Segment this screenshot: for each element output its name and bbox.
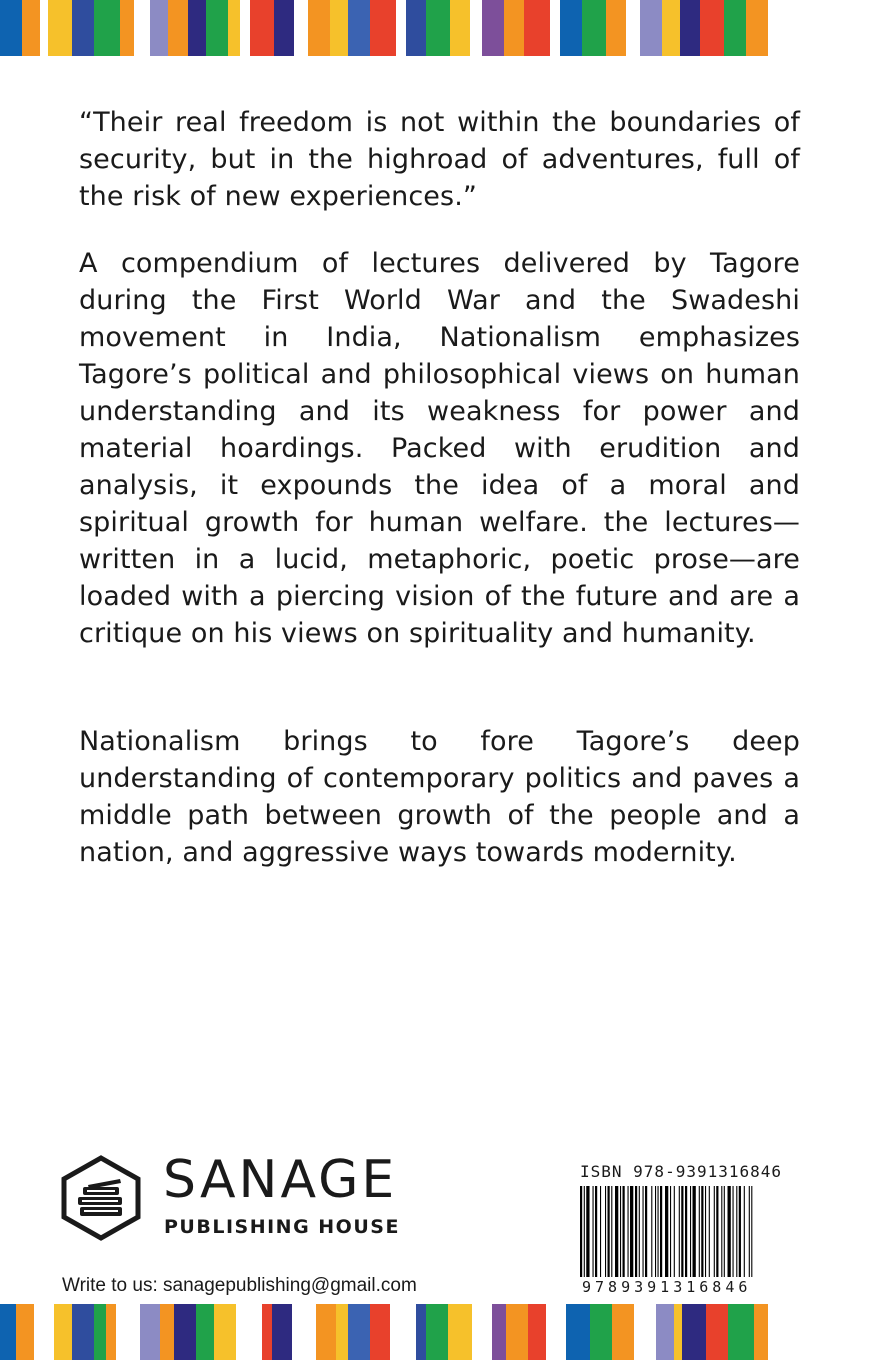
stripe-segment	[140, 1304, 160, 1360]
stripe-segment	[316, 1304, 336, 1360]
barcode-bar	[751, 1186, 752, 1283]
barcode-bar	[623, 1186, 625, 1283]
stripe-segment	[550, 0, 560, 56]
barcode-bar	[724, 1186, 725, 1283]
stripe-segment	[504, 0, 524, 56]
stripe-segment	[94, 1304, 106, 1360]
barcode-bar	[739, 1186, 741, 1283]
stripe-segment	[188, 0, 206, 56]
barcode-bar	[639, 1186, 640, 1283]
barcode-bar	[611, 1186, 612, 1283]
barcode-bar	[595, 1186, 597, 1283]
stripe-segment	[470, 0, 482, 56]
stripe-segment	[348, 1304, 370, 1360]
stripe-segment	[582, 0, 606, 56]
quote-block	[79, 104, 800, 215]
isbn-barcode	[578, 1186, 810, 1283]
stripe-segment	[426, 0, 450, 56]
stripe-segment	[656, 1304, 674, 1360]
stripe-segment	[566, 1304, 590, 1360]
stripe-segment	[174, 1304, 196, 1360]
barcode-bar	[608, 1186, 610, 1283]
stripe-segment	[236, 1304, 262, 1360]
stripe-segment	[448, 1304, 472, 1360]
stripe-segment	[370, 0, 396, 56]
barcode-bar	[733, 1186, 734, 1283]
stripe-segment	[196, 1304, 214, 1360]
description-paragraph-1: A compendium of lectures delivered by Tagore during the First World War and the Swadeshi movement in India, Nationalism emphasizes Tagore’s political and philosophical views on human understanding and its weakness for power and material hoardings. Packed with erudition and analysis, it expounds the idea of a moral and spiritual growth for human welfare. the lectures—written in a lucid, metaphoric, poetic prose—are loaded with a piercing vision of the future and are a critique on his views on spirituality and humanity.	[79, 248, 800, 649]
books-hexagon-icon	[58, 1155, 144, 1241]
barcode-bar	[744, 1186, 745, 1283]
stripe-segment	[72, 1304, 94, 1360]
isbn-label: ISBN 978-9391316846	[580, 1162, 783, 1181]
stripe-segment	[274, 0, 294, 56]
stripe-segment	[294, 0, 308, 56]
barcode-bar	[605, 1186, 606, 1283]
barcode-bar	[586, 1186, 589, 1283]
contact-email: Write to us: sanagepublishing@gmail.com	[62, 1275, 417, 1296]
description-block-2	[79, 723, 800, 871]
barcode-bar	[658, 1186, 659, 1283]
stripe-segment	[506, 1304, 528, 1360]
stripe-segment	[426, 1304, 448, 1360]
stripe-segment	[662, 0, 680, 56]
stripe-segment	[214, 1304, 236, 1360]
stripe-segment	[116, 1304, 140, 1360]
barcode-bar	[716, 1186, 718, 1283]
barcode-bar	[721, 1186, 722, 1283]
stripe-segment	[682, 1304, 706, 1360]
stripe-segment	[348, 0, 370, 56]
barcode-bar	[580, 1186, 582, 1283]
stripe-segment	[590, 1304, 612, 1360]
barcode-bar	[600, 1186, 601, 1283]
stripe-segment	[160, 1304, 174, 1360]
barcode-bar	[615, 1186, 618, 1283]
stripe-segment	[724, 0, 746, 56]
stripe-segment	[134, 0, 150, 56]
publisher-name: SANAGE	[163, 1150, 398, 1210]
pull-quote: “Their real freedom is not within the boundaries of security, but in the highroad of adventures, full of the risk of new experiences.”	[79, 107, 800, 212]
stripe-segment	[72, 0, 94, 56]
stripe-segment	[634, 1304, 656, 1360]
stripe-segment	[94, 0, 120, 56]
stripe-segment	[626, 0, 640, 56]
stripe-segment	[396, 0, 406, 56]
stripe-segment	[640, 0, 662, 56]
stripe-segment	[54, 1304, 72, 1360]
barcode-bar	[685, 1186, 687, 1283]
stripe-segment	[450, 0, 470, 56]
stripe-segment	[106, 1304, 116, 1360]
stripe-segment	[390, 1304, 416, 1360]
barcode-bar	[645, 1186, 647, 1283]
stripe-segment	[250, 0, 274, 56]
stripe-segment	[22, 0, 40, 56]
barcode-bar	[584, 1186, 585, 1283]
barcode-bar	[681, 1186, 683, 1283]
stripe-segment	[308, 0, 330, 56]
stripe-segment	[746, 0, 768, 56]
stripe-segment	[674, 1304, 682, 1360]
stripe-segment	[728, 1304, 754, 1360]
barcode-bar	[628, 1186, 629, 1283]
stripe-segment	[528, 1304, 546, 1360]
barcode-bar	[660, 1186, 662, 1283]
barcode-bar	[665, 1186, 668, 1283]
barcode-bar	[643, 1186, 644, 1283]
stripe-segment	[482, 0, 504, 56]
stripe-segment	[120, 0, 134, 56]
barcode-bar	[593, 1186, 594, 1283]
stripe-segment	[168, 0, 188, 56]
barcode-bar	[728, 1186, 731, 1283]
stripe-segment	[272, 1304, 292, 1360]
barcode-bar	[714, 1186, 715, 1283]
barcode-bar	[690, 1186, 691, 1283]
barcode-bar	[749, 1186, 750, 1283]
barcode-bar	[651, 1186, 652, 1283]
stripe-segment	[524, 0, 550, 56]
stripe-segment	[492, 1304, 506, 1360]
barcode-bar	[693, 1186, 696, 1283]
barcode-bar	[655, 1186, 656, 1283]
barcode-bar	[679, 1186, 680, 1283]
stripe-segment	[546, 1304, 566, 1360]
stripe-segment	[560, 0, 582, 56]
stripe-segment	[228, 0, 240, 56]
stripe-segment	[680, 0, 700, 56]
stripe-segment	[48, 0, 72, 56]
top-color-stripe	[0, 0, 880, 56]
stripe-segment	[292, 1304, 316, 1360]
barcode-bar	[701, 1186, 703, 1283]
stripe-segment	[34, 1304, 54, 1360]
stripe-segment	[700, 0, 724, 56]
stripe-segment	[40, 0, 48, 56]
stripe-segment	[150, 0, 168, 56]
stripe-segment	[370, 1304, 390, 1360]
stripe-segment	[330, 0, 348, 56]
barcode-bar	[699, 1186, 700, 1283]
stripe-segment	[612, 1304, 634, 1360]
barcode-bar	[620, 1186, 621, 1283]
stripe-segment	[0, 0, 22, 56]
barcode-digits: 9789391316846	[580, 1277, 812, 1297]
stripe-segment	[706, 1304, 728, 1360]
barcode-bar	[635, 1186, 637, 1283]
stripe-segment	[336, 1304, 348, 1360]
stripe-segment	[262, 1304, 272, 1360]
barcode-bar	[736, 1186, 737, 1283]
barcode-bar	[630, 1186, 633, 1283]
description-paragraph-2: Nationalism brings to fore Tagore’s deep understanding of contemporary politics and paves a middle path between growth of the people and a nation, and aggressive ways towards modernity.	[79, 726, 800, 868]
barcode-bar	[670, 1186, 671, 1283]
bottom-color-stripe	[0, 1304, 880, 1360]
stripe-segment	[240, 0, 250, 56]
barcode-bar	[709, 1186, 710, 1283]
publisher-subtitle: PUBLISHING HOUSE	[164, 1216, 400, 1238]
stripe-segment	[16, 1304, 34, 1360]
stripe-segment	[206, 0, 228, 56]
barcode-bar	[674, 1186, 675, 1283]
stripe-segment	[416, 1304, 426, 1360]
description-block	[79, 245, 800, 652]
stripe-segment	[472, 1304, 492, 1360]
barcode-bar	[705, 1186, 706, 1283]
stripe-segment	[754, 1304, 768, 1360]
stripe-segment	[606, 0, 626, 56]
stripe-segment	[0, 1304, 16, 1360]
stripe-segment	[406, 0, 426, 56]
